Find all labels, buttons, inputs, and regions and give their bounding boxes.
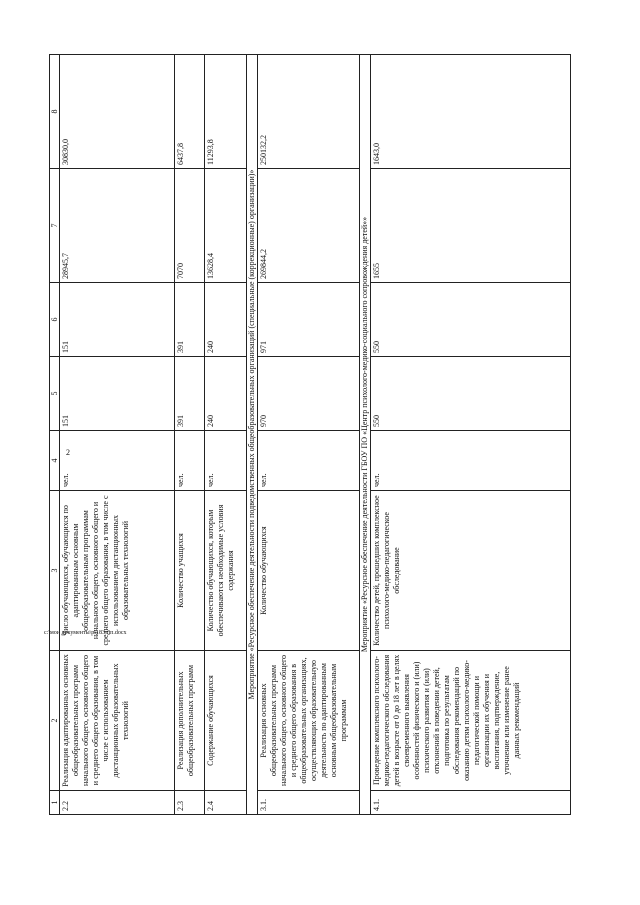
unit: чел. xyxy=(175,431,205,491)
section-title: Мероприятие «Ресурсное обеспечение деятельности подведомственных общеобразовательных организаций (специальные (коррекционные) организации)» xyxy=(247,55,258,815)
activity-name: Проведение комплексного психолого-медико-педагогического обследования детей в возрасте от 0 до 18 лет в целях своевременного выявления особенностей физического и (или) психического развития и (или) отклонений в поведении детей, подготовка по результатам обследования рекомендаций по оказанию детям психолого-медико-педагогической помощи и организации их обучения и воспитания, подтверждение, уточнение или изменение ранее данных рекомендаций xyxy=(371,651,571,791)
indicator-name: Число обучающихся, обучающихся по адаптированным основным общеобразовательным программам начального общего, основного общего и среднего общего образования, в том числе с использованием дистанционных образовательных технологий xyxy=(60,491,175,651)
value-cell: 1643,0 xyxy=(371,55,571,169)
value-cell: 13628,4 xyxy=(205,169,247,283)
activity-name: Реализация адаптированных основных общеобразовательных программ начального общего, основного общего и среднего общего образования, в том числе с использованием дистанционных образовательных технологий xyxy=(60,651,175,791)
header-cell: 3 xyxy=(50,491,60,651)
unit: чел. xyxy=(60,431,175,491)
header-cell: 8 xyxy=(50,55,60,169)
header-cell: 1 xyxy=(50,791,60,815)
unit: чел. xyxy=(371,431,571,491)
header-cell: 4 xyxy=(50,431,60,491)
rotated-table-container xyxy=(49,55,640,815)
row-number: 2.4 xyxy=(205,791,247,815)
value-cell: 971 xyxy=(258,283,360,357)
header-row xyxy=(50,55,60,815)
value-cell: 11293,8 xyxy=(205,55,247,169)
value-cell: 1655 xyxy=(371,169,571,283)
row-number: 4.1. xyxy=(371,791,571,815)
header-cell: 5 xyxy=(50,357,60,431)
section-title-row xyxy=(360,55,371,815)
activity-name: Реализация основных общеобразовательных программ начального общего, основного общего и среднего общего образования в общеобразовательных организациях, осуществляющих образовательную деятельность по адаптированным основным общеобразовательным программам xyxy=(258,651,360,791)
value-cell: 970 xyxy=(258,357,360,431)
value-cell: 269844,2 xyxy=(258,169,360,283)
page-number: 2 xyxy=(66,448,70,457)
value-cell: 550 xyxy=(371,283,571,357)
budget-table xyxy=(49,54,571,815)
value-cell: 550 xyxy=(371,357,571,431)
value-cell: 30830,0 xyxy=(60,55,175,169)
unit: чел. xyxy=(205,431,247,491)
header-cell: 7 xyxy=(50,169,60,283)
table-row xyxy=(60,55,175,815)
indicator-name: Количество обучающихся, которым обеспечиваются необходимые условия содержания xyxy=(205,491,247,651)
activity-name: Реализация дополнительных общеобразовательных программ xyxy=(175,651,205,791)
indicator-name: Количество обучающихся xyxy=(258,491,360,651)
section-title: Мероприятие «Ресурсное обеспечение деятельности ГБОУ ПО «Центр психолого-медико-социального сопровождения детей»» xyxy=(360,55,371,815)
value-cell: 151 xyxy=(60,357,175,431)
value-cell: 391 xyxy=(175,357,205,431)
table-row xyxy=(371,55,571,815)
table-row xyxy=(175,55,205,815)
header-cell: 2 xyxy=(50,651,60,791)
value-cell: 7070 xyxy=(175,169,205,283)
indicator-name: Количество учащихся xyxy=(175,491,205,651)
value-cell: 28945,7 xyxy=(60,169,175,283)
row-number: 2.3 xyxy=(175,791,205,815)
table-row xyxy=(205,55,247,815)
row-number: 3.1. xyxy=(258,791,360,815)
value-cell: 240 xyxy=(205,283,247,357)
value-cell: 240 xyxy=(205,357,247,431)
unit: чел. xyxy=(258,431,360,491)
activity-name: Содержание обучающихся xyxy=(205,651,247,791)
value-cell: 6437,8 xyxy=(175,55,205,169)
table-row xyxy=(258,55,360,815)
header-cell: 6 xyxy=(50,283,60,357)
row-number: 2.2 xyxy=(60,791,175,815)
value-cell: 250132,2 xyxy=(258,55,360,169)
footer-path: c:\мои документы\р\183-пп.docx xyxy=(44,630,127,636)
indicator-name: Количество детей, прошедших комплексное психолого-медико-педагогическое обследование xyxy=(371,491,571,651)
section-title-row xyxy=(247,55,258,815)
value-cell: 151 xyxy=(60,283,175,357)
value-cell: 391 xyxy=(175,283,205,357)
